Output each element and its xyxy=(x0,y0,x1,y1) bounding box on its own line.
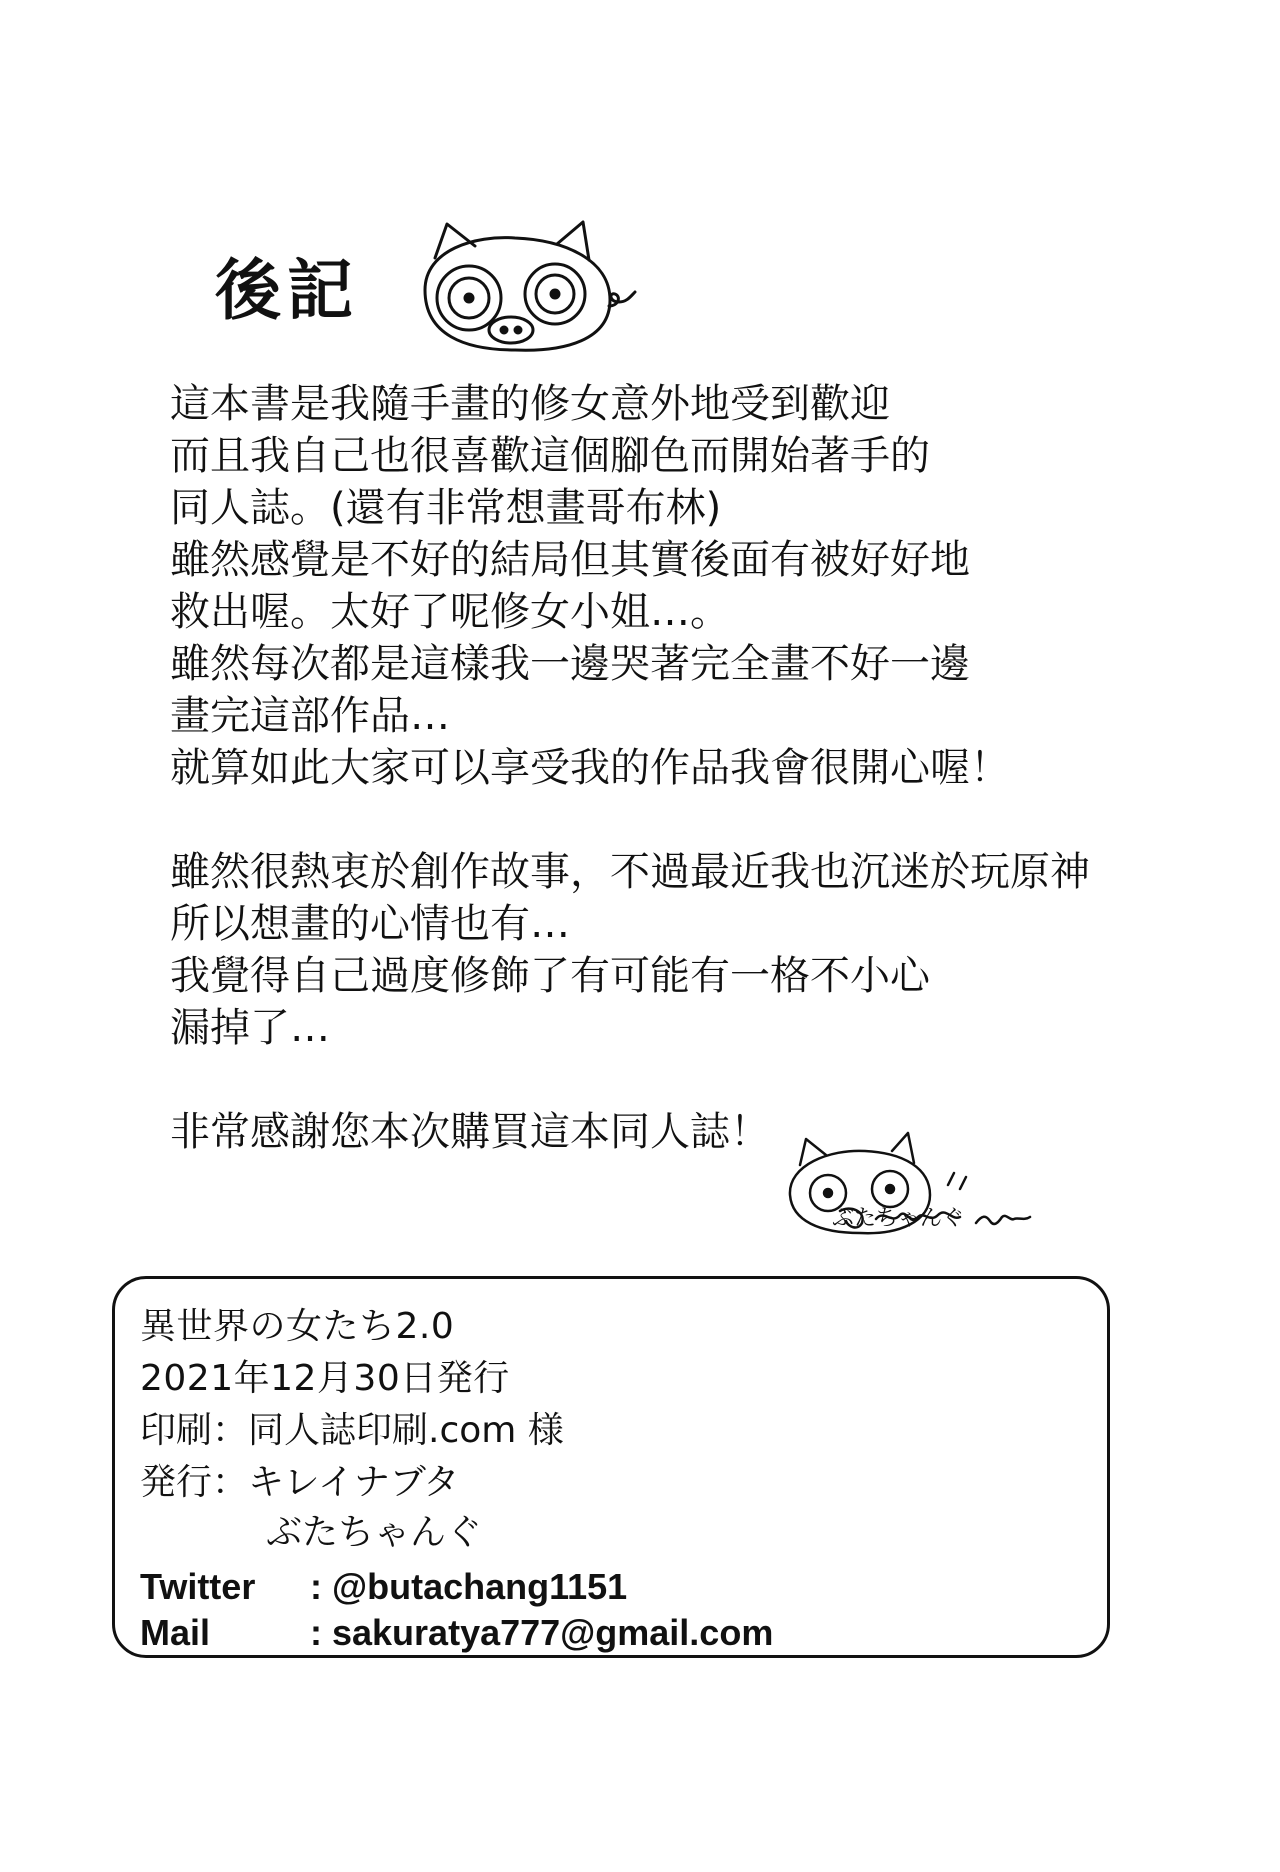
printer-label: 印刷： xyxy=(140,1410,249,1451)
text-line: 雖然很熱衷於創作故事，不過最近我也沉迷於玩原神 xyxy=(170,849,1090,895)
text-line: 同人誌。(還有非常想畫哥布林) xyxy=(170,485,722,531)
author-signature-sketch xyxy=(780,1125,1040,1245)
mail-address: : sakuratya777@gmail.com xyxy=(310,1612,774,1653)
publisher-value: キレイナブタ xyxy=(248,1462,460,1503)
text-line: 救出喔。太好了呢修女小姐…。 xyxy=(170,589,730,635)
text-line: 就算如此大家可以享受我的作品我會很開心喔！ xyxy=(170,745,1010,791)
text-line: 所以想畫的心情也有… xyxy=(170,901,570,947)
text-line: 這本書是我隨手畫的修女意外地受到歡迎 xyxy=(170,381,890,427)
colophon-box xyxy=(112,1276,1110,1658)
afterword-body xyxy=(170,378,1190,1158)
printer-value: 同人誌印刷.com 様 xyxy=(248,1410,564,1451)
twitter-row xyxy=(140,1566,628,1607)
signature-text: ぶたちゃんぐ xyxy=(832,1206,965,1231)
text-line: 非常感謝您本次購買這本同人誌！ xyxy=(170,1109,770,1155)
author-row xyxy=(140,1512,483,1553)
publisher-row xyxy=(140,1462,460,1503)
author-value: ぶたちゃんぐ xyxy=(266,1512,483,1553)
text-line: 畫完這部作品… xyxy=(170,693,450,739)
mail-row xyxy=(140,1612,774,1653)
printer-row xyxy=(140,1410,564,1451)
mail-label: Mail xyxy=(140,1612,211,1653)
pig-mascot-icon xyxy=(405,210,645,360)
text-line: 而且我自己也很喜歡這個腳色而開始著手的 xyxy=(170,433,930,479)
text-line: 雖然感覺是不好的結局但其實後面有被好好地 xyxy=(170,537,970,583)
text-line: 我覺得自己過度修飾了有可能有一格不小心 xyxy=(170,953,930,999)
paragraph xyxy=(170,378,1190,794)
text-line: 雖然每次都是這樣我一邊哭著完全畫不好一邊 xyxy=(170,641,970,687)
afterword-title: 後記 xyxy=(215,252,359,329)
paragraph xyxy=(170,846,1190,1054)
twitter-handle: : @butachang1151 xyxy=(310,1566,628,1607)
publication-date: 2021年12月30日発行 xyxy=(140,1358,510,1399)
twitter-label: Twitter xyxy=(140,1566,256,1607)
text-line: 漏掉了… xyxy=(170,1005,330,1051)
publisher-label: 発行： xyxy=(140,1462,249,1503)
book-title: 異世界の女たち2.0 xyxy=(140,1306,455,1347)
